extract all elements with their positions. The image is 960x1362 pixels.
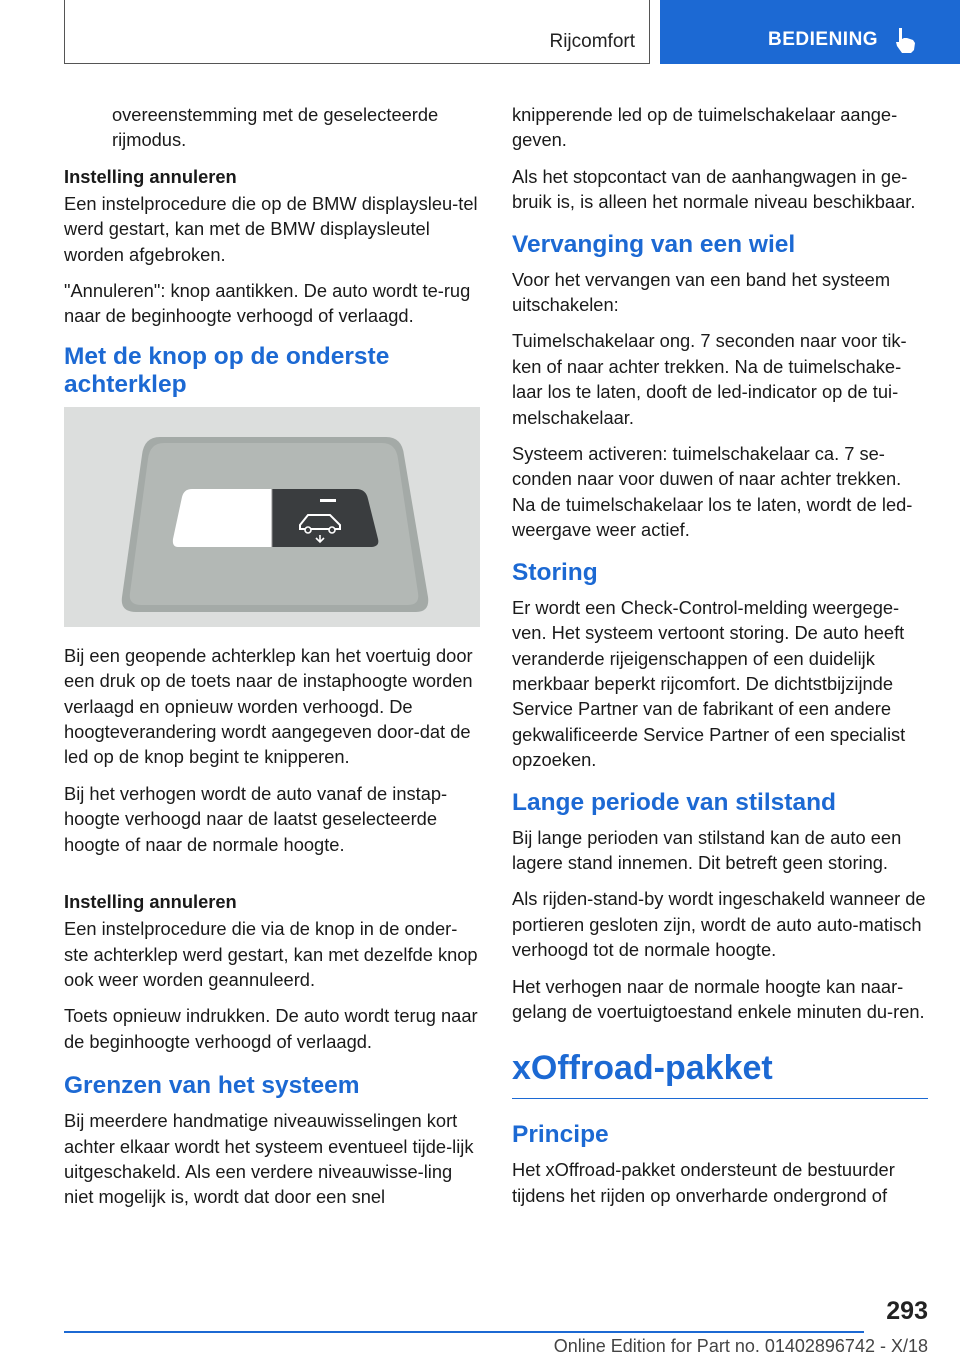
header-section-box (64, 0, 650, 64)
section-heading: Met de knop op de onderste achterklep (64, 342, 390, 398)
paragraph: "Annuleren": knop aantikken. De auto wordt te-rug naar de beginhoogte verhoogd of verlaagd. (64, 280, 471, 327)
header-chapter-title: BEDIENING (768, 29, 879, 50)
paragraph: Tuimelschakelaar ong. 7 seconden naar voor tik-ken of naar achter trekken. Na de tuimelschake-laar los te laten, dooft de led-indicator op de tui-melschakelaar. (512, 330, 907, 428)
paragraph: Het xOffroad-pakket ondersteunt de bestuurder tijdens het rijden op onverharde ondergrond of (512, 1159, 895, 1206)
hand-pointer-icon (894, 26, 918, 54)
paragraph: Systeem activeren: tuimelschakelaar ca. 7 se-conden naar voor duwen of naar achter trekken. Na de tuimelschakelaar los te laten, wordt de led-weergave weer actief. (512, 443, 913, 541)
paragraph: Een instelprocedure die via de knop in de onder-ste achterklep werd gestart, kan met dezelfde knop ook weer worden geannuleerd. (64, 918, 478, 990)
right-column (512, 102, 928, 1219)
section-heading: Vervanging van een wiel (512, 230, 796, 258)
chapter-title: xOffroad-pakket (512, 1046, 928, 1099)
paragraph: Voor het vervangen van een band het systeem uitschakelen: (512, 268, 891, 316)
paragraph: Bij meerdere handmatige niveauwisselingen kort achter elkaar wordt het systeem eventueel tijde-lijk uitgeschakeld. Als een verdere niveauwisse-ling niet mogelijk is, wordt dat door een snel (64, 1110, 474, 1208)
edition-info: Online Edition for Part no. 01402896742 - X/18 (553, 1336, 928, 1356)
paragraph: Bij het verhogen wordt de auto vanaf de instap-hoogte verhoogd naar de laatst geselecteerde hoogte of naar de normale hoogte. (64, 782, 448, 855)
paragraph: Als rijden-stand-by wordt ingeschakeld wanneer de portieren gesloten zijn, wordt de auto auto-matisch verhoogd tot de normale hoogte. (512, 888, 926, 961)
header-section-title: Rijcomfort (549, 31, 635, 52)
paragraph: Bij een geopende achterklep kan het voertuig door een druk op de toets naar de instaphoogte worden verlaagd en opnieuw worden verhoogd. De hoogteverandering wordt aangegeven door-dat de led op de knop begint te knipperen. (64, 644, 473, 768)
paragraph: Bij lange perioden van stilstand kan de auto een lagere stand innemen. Dit betreft geen storing. (512, 826, 902, 873)
paragraph: overeenstemming met de geselecteerde rijmodus. (112, 104, 439, 151)
footer-divider (64, 1331, 864, 1333)
tailgate-button-photo (64, 407, 480, 627)
section-heading: Lange periode van stilstand (512, 788, 837, 816)
paragraph: Er wordt een Check-Control-melding weergege-ven. Het systeem vertoont storing. De auto heeft veranderde rijeigenschappen of een duidelijk merkbaar beperkt rijcomfort. De dichtstbijzijnde Service Partner van de fabrikant of een andere gekwalificeerde Service Partner of een specialist opzoeken. (512, 596, 906, 771)
paragraph: Toets opnieuw indrukken. De auto wordt terug naar de beginhoogte verhoogd of verlaagd. (64, 1005, 478, 1052)
paragraph: knipperende led op de tuimelschakelaar aange-geven. (512, 104, 898, 151)
paragraph: Een instelprocedure die op de BMW displaysleu-tel werd gestart, kan met de BMW displaysleutel worden afgebroken. (64, 192, 478, 265)
header-chapter-tab (660, 0, 960, 64)
subheading: Instelling annuleren (64, 891, 237, 913)
subheading: Instelling annuleren (64, 165, 237, 187)
section-heading: Principe (512, 1121, 609, 1149)
section-heading: Grenzen van het systeem (64, 1072, 360, 1100)
paragraph: Het verhogen naar de normale hoogte kan naar-gelang de voertuigtoestand enkele minuten du-ren. (512, 975, 925, 1022)
left-column (64, 102, 480, 1221)
page-number: 293 (886, 1297, 928, 1325)
paragraph: Als het stopcontact van de aanhangwagen in ge-bruik is, is alleen het normale niveau beschikbaar. (512, 165, 916, 213)
section-heading: Storing (512, 558, 598, 586)
